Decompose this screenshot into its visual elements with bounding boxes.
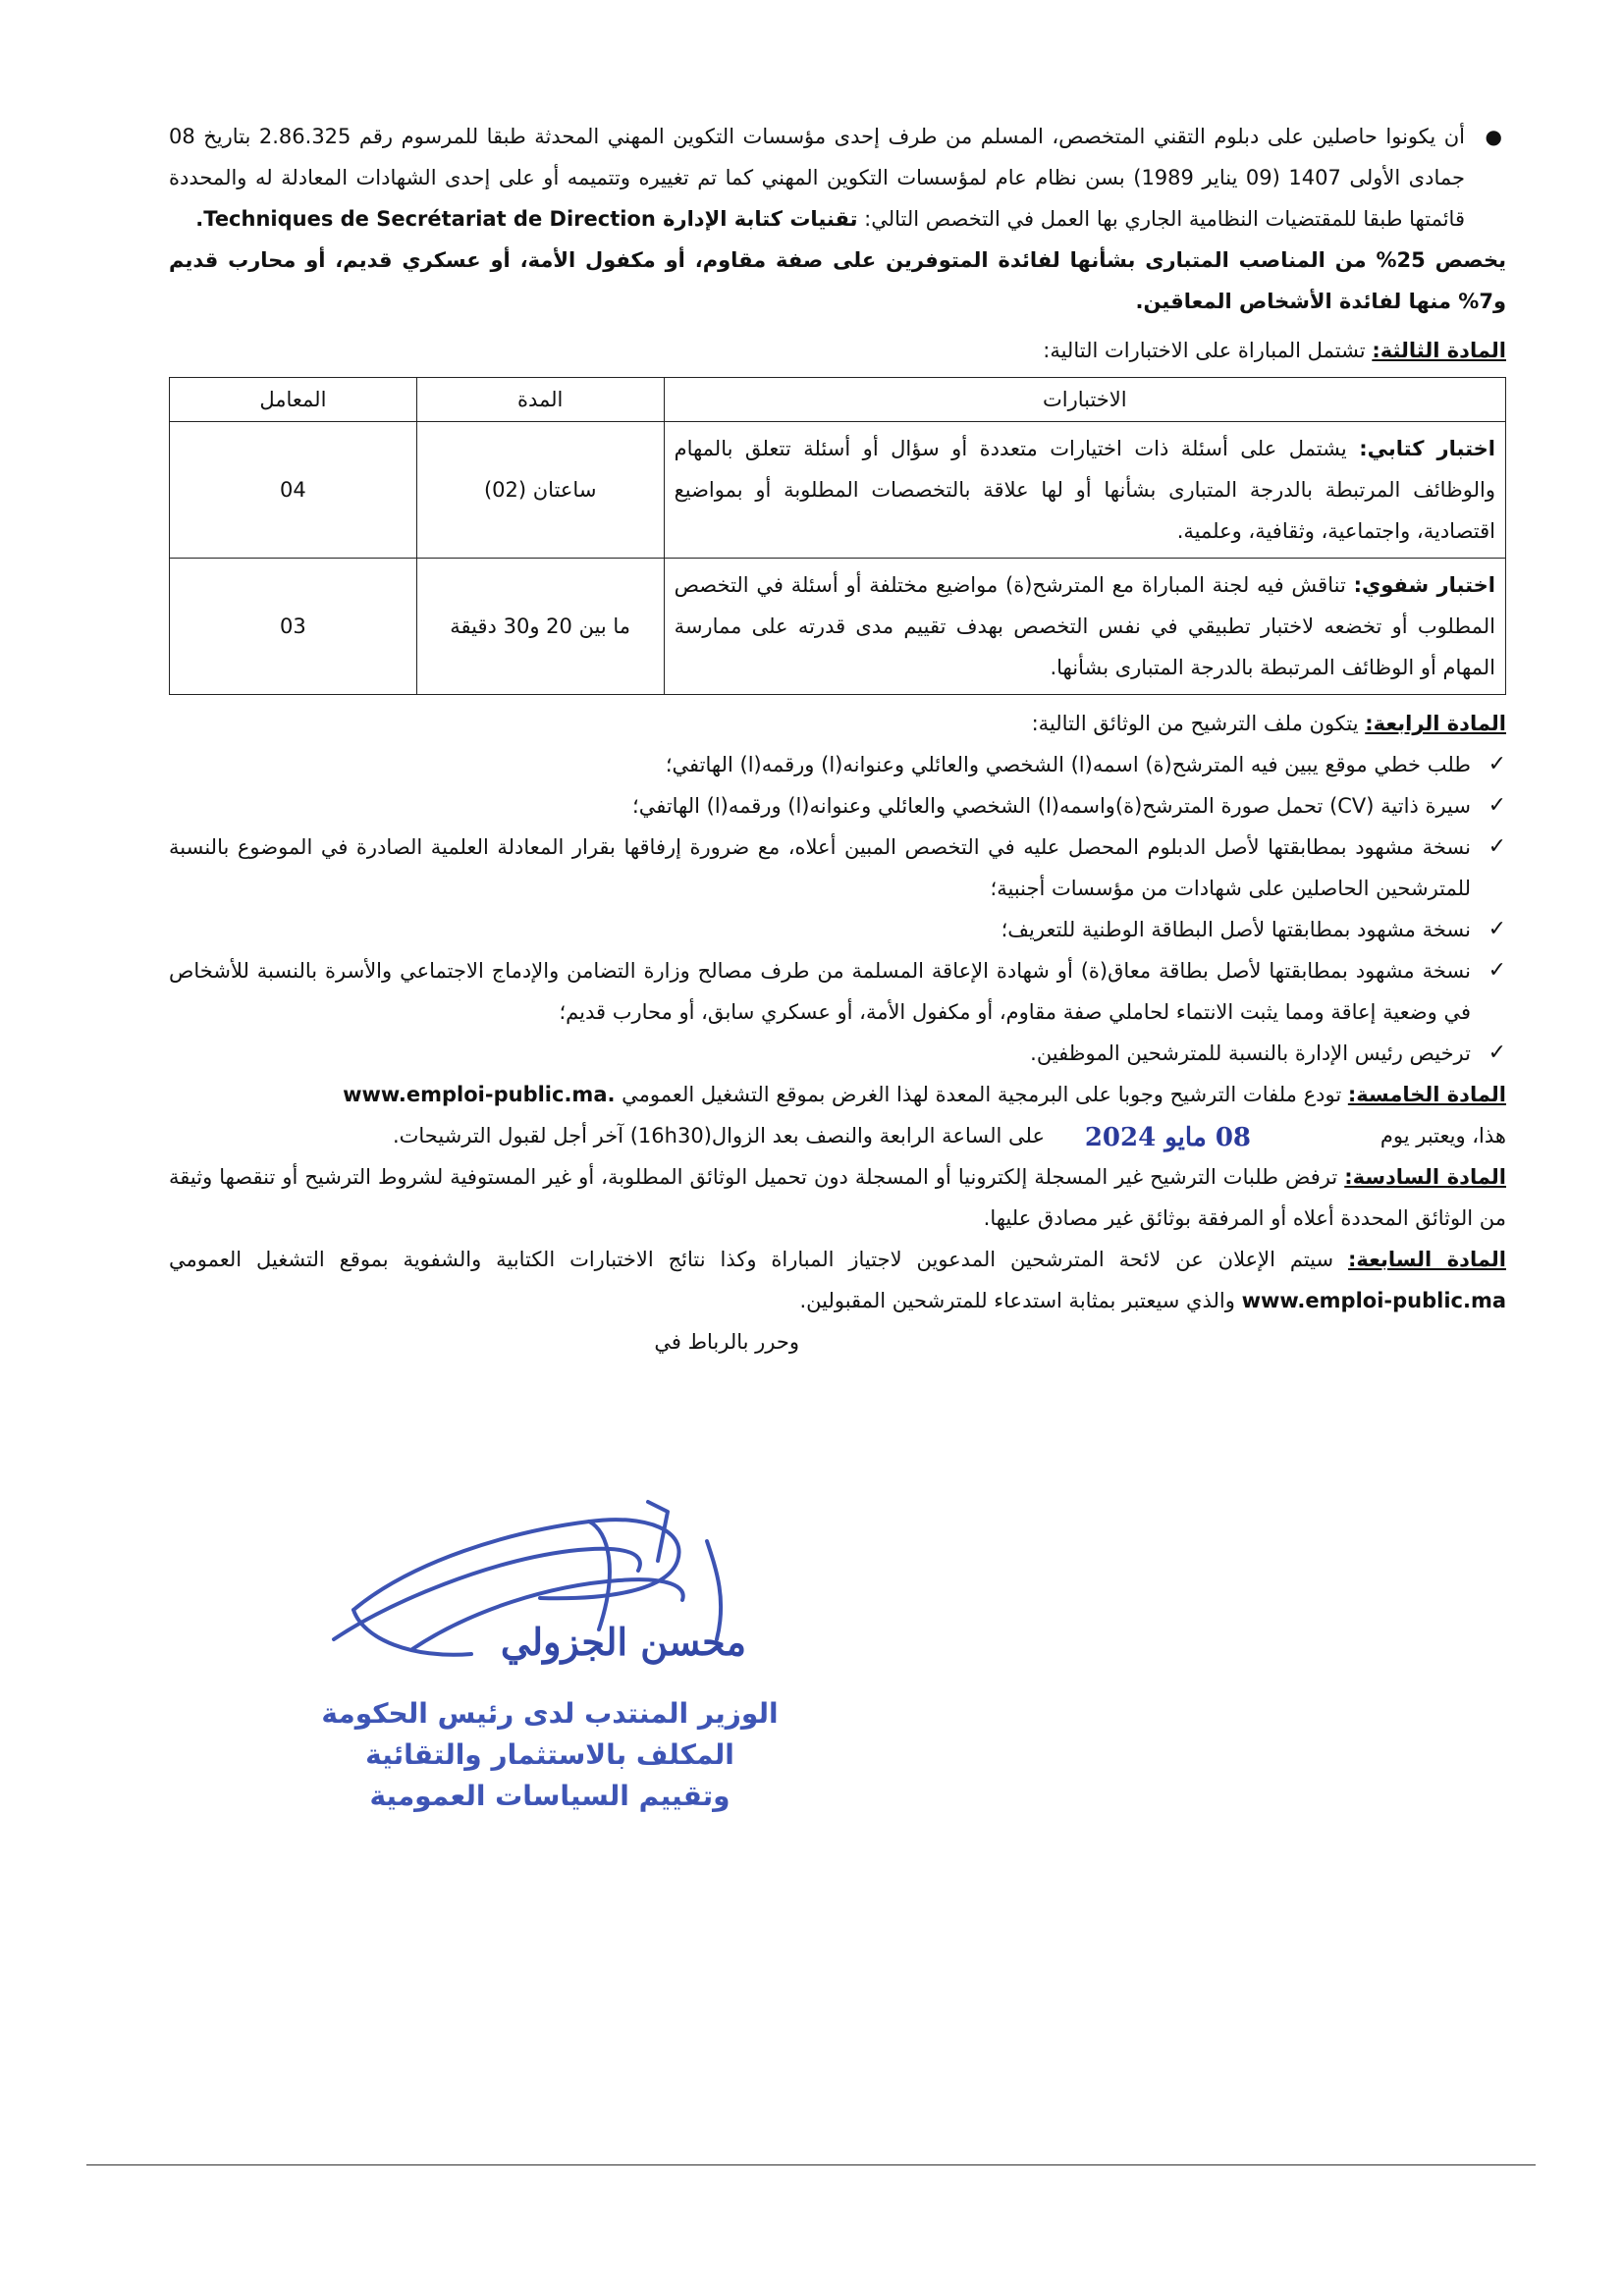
article-7-text-2: والذي سيعتبر بمثابة استدعاء للمترشحين المقبولين. xyxy=(799,1289,1242,1312)
article-5-title: المادة الخامسة: xyxy=(1347,1083,1506,1106)
article-4 xyxy=(169,703,1506,1074)
deadline-prefix: هذا، ويعتبر يوم xyxy=(1380,1124,1506,1148)
list-item: ✓ سيرة ذاتية (CV) تحمل صورة المترشح(ة)واسمه(ا) الشخصي والعائلي وعنوانه(ا) ورقمه(ا) الهاتفي؛ xyxy=(169,785,1506,827)
exam-coefficient: 04 xyxy=(170,422,417,559)
table-row xyxy=(170,559,1506,695)
site-link[interactable]: www.emploi-public.ma xyxy=(1241,1289,1506,1312)
date-stamp: 08 مايو 2024 xyxy=(1084,1123,1251,1152)
exam-coefficient: 03 xyxy=(170,559,417,695)
article-3-title: المادة الثالثة: xyxy=(1372,339,1506,362)
deadline-row xyxy=(169,1115,1506,1156)
site-link[interactable]: www.emploi-public.ma. xyxy=(343,1083,616,1106)
article-5-text: تودع ملفات الترشيح وجوبا على البرمجية المعدة لهذا الغرض بموقع التشغيل العمومي xyxy=(615,1083,1348,1106)
header-exams: الاختبارات xyxy=(664,378,1505,422)
list-item: ✓ نسخة مشهود بمطابقتها لأصل بطاقة معاق(ة) أو شهادة الإعاقة المسلمة من طرف مصالح وزارة التضامن والإدماج الاجتماعي والأسرة بالنسبة للأشخاص في وضعية إعاقة ومما يثبت الانتماء لحاملي صفة مقاوم، أو مكفول الأمة، أو عسكري سابق، أو محارب قديم؛ xyxy=(169,950,1506,1033)
article-3 xyxy=(169,330,1506,695)
quota-paragraph: يخصص 25% من المناصب المتبارى بشأنها لفائدة المتوفرين على صفة مقاوم، أو مكفول الأمة، أو عسكري قديم، أو محارب قديم و7% منها لفائدة الأشخاص المعاقين. xyxy=(169,248,1506,313)
checkmark-icon: ✓ xyxy=(1488,834,1506,859)
signatory-title: الوزير المنتدب لدى رئيس الحكومة المكلف بالاستثمار والتقائية وتقييم السياسات العمومية xyxy=(321,1697,779,1812)
list-item: ✓ نسخة مشهود بمطابقتها لأصل الدبلوم المحصل عليه في التخصص المبين أعلاه، مع ضرورة إرفاقها بقرار المعادلة العلمية الصادرة في الموضوع بالنسبة للمترشحين الحاصلين على شهادات من مؤسسات أجنبية؛ xyxy=(169,827,1506,909)
article-4-text: يتكون ملف الترشيح من الوثائق التالية: xyxy=(1031,712,1366,735)
list-item: ✓ ترخيص رئيس الإدارة بالنسبة للمترشحين الموظفين. xyxy=(169,1033,1506,1074)
documents-list xyxy=(169,744,1506,1074)
checkmark-icon: ✓ xyxy=(1488,752,1506,776)
article-7-title: المادة السابعة: xyxy=(1348,1248,1506,1271)
checkmark-icon: ✓ xyxy=(1488,1041,1506,1065)
article-3-text: تشتمل المباراة على الاختبارات التالية: xyxy=(1043,339,1373,362)
document-body xyxy=(169,116,1506,1362)
bullet-icon: ● xyxy=(1485,125,1502,148)
table-header-row xyxy=(170,378,1506,422)
list-item: ✓ نسخة مشهود بمطابقتها لأصل البطاقة الوطنية للتعريف؛ xyxy=(169,909,1506,950)
deadline-suffix: على الساعة الرابعة والنصف بعد الزوال(16h30) آخر أجل لقبول الترشيحات. xyxy=(392,1124,1045,1148)
article-6 xyxy=(169,1156,1506,1239)
table-row xyxy=(170,422,1506,559)
signatory-name: محسن الجزولي xyxy=(500,1620,746,1664)
checkmark-icon: ✓ xyxy=(1488,917,1506,941)
checkmark-icon: ✓ xyxy=(1488,793,1506,818)
exam-duration: ما بين 20 و30 دقيقة xyxy=(416,559,664,695)
article-6-title: المادة السادسة: xyxy=(1344,1165,1506,1189)
header-duration: المدة xyxy=(416,378,664,422)
checkmark-icon: ✓ xyxy=(1488,958,1506,983)
article-7 xyxy=(169,1239,1506,1321)
footer-divider xyxy=(86,2164,1536,2165)
article-4-title: المادة الرابعة: xyxy=(1365,712,1506,735)
exam-description: اختبار شفوي: تناقش فيه لجنة المباراة مع المترشح(ة) مواضيع مختلفة أو أسئلة في التخصص المطلوب أو تخضعه لاختبار تطبيقي في نفس التخصص بهدف تقييم مدى قدرته على ممارسة المهام أو الوظائف المرتبطة بالدرجة المتبارى بشأنها. xyxy=(664,559,1505,695)
list-item: ✓ طلب خطي موقع يبين فيه المترشح(ة) اسمه(ا) الشخصي والعائلي وعنوانه(ا) ورقمه(ا) الهاتفي؛ xyxy=(169,744,1506,785)
article-7-text: سيتم الإعلان عن لائحة المترشحين المدعوين لاجتياز المباراة وكذا نتائج الاختبارات الكتابية والشفوية بموقع التشغيل العمومي xyxy=(169,1248,1349,1271)
closing-line: وحرر بالرباط في xyxy=(654,1330,799,1354)
signature-block xyxy=(295,1492,805,1826)
eligibility-paragraph: ● أن يكونوا حاصلين على دبلوم التقني المتخصص، المسلم من طرف إحدى مؤسسات التكوين المهني المحدثة طبقا للمرسوم رقم 2.86.325 بتاريخ 08 جمادى الأولى 1407 (09 يناير 1989) بسن نظام عام لمؤسسات التكوين المهني كما تم تغييره وتتميمه أو على إحدى الشهادات المعادلة له والمحددة قائمتها طبقا للمقتضيات النظامية الجاري بها العمل في التخصص التالي: تقنيات كتابة الإدارة Techniques de Secrétariat de Direction. xyxy=(169,116,1506,240)
exams-table xyxy=(169,377,1506,695)
header-coef: المعامل xyxy=(170,378,417,422)
specialty: تقنيات كتابة الإدارة Techniques de Secrétariat de Direction. xyxy=(195,207,858,231)
article-6-text: ترفض طلبات الترشيح غير المسجلة إلكترونيا أو المسجلة دون تحميل الوثائق المطلوبة، أو غير المستوفية لشروط الترشيح أو تنقصها وثيقة من الوثائق المحددة أعلاه أو المرفقة بوثائق غير مصادق عليها. xyxy=(169,1165,1506,1230)
article-5 xyxy=(169,1074,1506,1156)
exam-duration: ساعتان (02) xyxy=(416,422,664,559)
exam-description: اختبار كتابي: يشتمل على أسئلة ذات اختيارات متعددة أو سؤال أو أسئلة تتعلق بالمهام والوظائف المرتبطة بالدرجة المتبارى بشأنها أو لها علاقة بالتخصصات المطلوبة أو بمواضيع اقتصادية، واجتماعية، وثقافية، وعلمية. xyxy=(664,422,1505,559)
